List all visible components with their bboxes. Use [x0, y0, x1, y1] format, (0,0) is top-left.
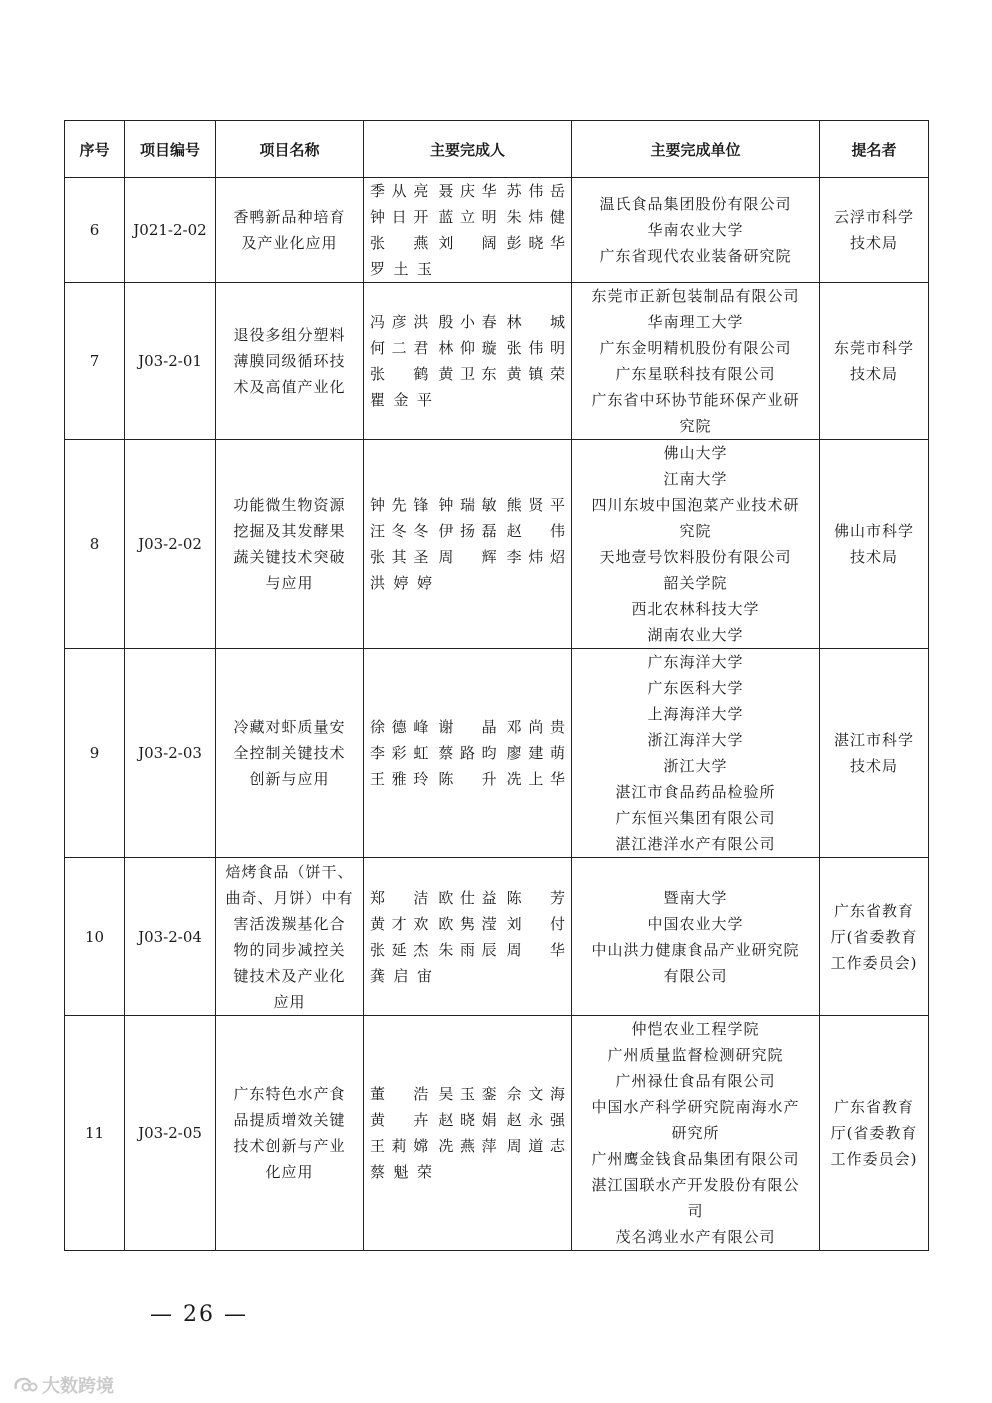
table-row	[65, 283, 929, 440]
unit-line: 司	[687, 1202, 704, 1220]
unit-line: 暨南大学	[663, 888, 728, 907]
table-row	[65, 440, 929, 649]
person-name: 朱雨辰	[438, 940, 497, 959]
person-name: 陈 芳	[506, 888, 565, 907]
unit-line: 上海海洋大学	[647, 705, 744, 723]
cell-no: 9	[65, 649, 125, 858]
person-name: 龚启宙	[370, 966, 432, 985]
cell-code: J03-2-04	[125, 858, 216, 1016]
unit-line: 江南大学	[663, 470, 728, 488]
person-name: 钟瑞敏	[438, 496, 497, 514]
person-name: 李彩虹	[370, 744, 429, 762]
person-name: 周道志	[506, 1137, 565, 1155]
person-name: 熊贤平	[506, 496, 565, 514]
people-line	[370, 518, 565, 544]
header-code: 项目编号	[125, 121, 216, 178]
project-name-line: 物的同步减控关	[233, 940, 346, 959]
person-name: 黄 卉	[370, 1111, 429, 1129]
person-name: 黄卫东	[438, 365, 497, 383]
project-name-line: 功能微生物资源	[233, 496, 346, 514]
cell-people	[364, 649, 572, 858]
people-line	[370, 937, 565, 963]
awards-table	[64, 120, 929, 1251]
person-name: 洪婷婷	[370, 574, 432, 592]
cell-no: 10	[65, 858, 125, 1016]
unit-line: 四川东坡中国泡菜产业技术研	[591, 496, 800, 514]
cell-project-name	[216, 440, 364, 649]
unit-line: 究院	[679, 522, 712, 540]
header-people: 主要完成人	[364, 121, 572, 178]
person-name: 邓尚贵	[506, 718, 565, 736]
cell-units	[572, 1016, 820, 1251]
nominator-line: 技术局	[849, 365, 898, 383]
unit-line: 西北农林科技大学	[631, 600, 760, 618]
nominator-line: 湛江市科学	[833, 731, 914, 749]
people-line	[370, 963, 565, 989]
header-nominator: 提名者	[820, 121, 929, 178]
person-name: 廖建萌	[506, 744, 565, 762]
person-name: 殷小春	[438, 313, 497, 331]
cell-no: 6	[65, 178, 125, 283]
nominator-line: 厅(省委教育	[830, 927, 918, 946]
cell-code: J03-2-03	[125, 649, 216, 858]
unit-line: 韶关学院	[663, 574, 728, 592]
person-name: 彭晓华	[506, 234, 565, 252]
project-name-line: 术及高值产业化	[233, 378, 346, 396]
person-name: 冯彦洪	[370, 313, 429, 331]
people-line	[370, 1081, 565, 1107]
cell-nominator	[820, 858, 929, 1016]
table-header	[65, 121, 929, 178]
nominator-line: 工作委员会)	[830, 953, 918, 972]
unit-line: 广东医科大学	[647, 679, 744, 697]
people-line	[370, 714, 565, 740]
person-name: 林仰璇	[438, 339, 497, 357]
person-name: 董 浩	[370, 1085, 429, 1103]
cell-people	[364, 283, 572, 440]
person-name: 黄镇荣	[506, 365, 565, 383]
people-line	[370, 387, 565, 413]
project-name-line: 挖掘及其发酵果	[233, 522, 346, 540]
person-name: 朱炜健	[506, 208, 565, 226]
nominator-line: 技术局	[849, 548, 898, 566]
person-name: 张伟明	[506, 339, 565, 357]
nominator-line: 技术局	[849, 234, 898, 252]
cell-project-name	[216, 858, 364, 1016]
unit-line: 天地壹号饮料股份有限公司	[599, 548, 792, 566]
table-row	[65, 649, 929, 858]
project-name-line: 应用	[273, 992, 306, 1011]
people-line	[370, 1159, 565, 1185]
unit-line: 湛江市食品药品检验所	[615, 783, 776, 801]
nominator-line: 佛山市科学	[833, 522, 914, 540]
table-row	[65, 1016, 929, 1251]
person-name: 张 鹤	[370, 365, 429, 383]
unit-line: 华南农业大学	[647, 221, 744, 239]
table-row	[65, 178, 929, 283]
cell-code: J03-2-02	[125, 440, 216, 649]
cell-nominator	[820, 649, 929, 858]
project-name-line: 品提质增效关键	[233, 1111, 346, 1129]
people-line	[370, 230, 565, 256]
person-name: 欧隽滢	[438, 914, 497, 933]
project-name-line: 技术创新与产业	[233, 1137, 346, 1155]
people-line	[370, 361, 565, 387]
watermark-text: 大数跨境	[42, 1376, 114, 1397]
person-name: 吴玉銮	[438, 1085, 497, 1103]
project-name-line: 冷藏对虾质量安	[233, 718, 346, 736]
person-name: 蓝立明	[438, 208, 497, 226]
cell-people	[364, 858, 572, 1016]
people-line	[370, 885, 565, 911]
person-name: 聂庆华	[438, 182, 497, 200]
header-no: 序号	[65, 121, 125, 178]
unit-line: 湛江港洋水产有限公司	[615, 835, 776, 853]
person-name: 王莉嫦	[370, 1137, 429, 1155]
person-name: 伊扬磊	[438, 522, 497, 540]
person-name: 季从亮	[370, 182, 429, 200]
unit-line: 湛江国联水产开发股份有限公	[591, 1176, 800, 1194]
cell-no: 7	[65, 283, 125, 440]
person-name: 张其圣	[370, 548, 429, 566]
person-name: 林 城	[506, 313, 565, 331]
unit-line: 中国水产科学研究院南海水产	[591, 1098, 800, 1116]
unit-line: 浙江大学	[663, 757, 728, 775]
person-name: 徐德峰	[370, 718, 429, 736]
project-name-line: 害活泼羰基化合	[233, 914, 346, 933]
nominator-line: 厅(省委教育	[830, 1124, 918, 1142]
unit-line: 广东省现代农业装备研究院	[599, 247, 792, 265]
person-name: 佘文海	[506, 1085, 565, 1103]
unit-line: 究院	[679, 417, 712, 435]
cell-code: J03-2-01	[125, 283, 216, 440]
unit-line: 广东省中环协节能环保产业研	[591, 391, 800, 409]
unit-line: 仲恺农业工程学院	[631, 1020, 760, 1038]
cell-no: 11	[65, 1016, 125, 1251]
person-name: 冼燕萍	[438, 1137, 497, 1155]
project-name-line: 曲奇、月饼）中有	[225, 888, 354, 907]
cell-nominator	[820, 283, 929, 440]
people-line	[370, 178, 565, 204]
cell-nominator	[820, 178, 929, 283]
cell-project-name	[216, 1016, 364, 1251]
unit-line: 广州鹰金钱食品集团有限公司	[591, 1150, 800, 1168]
person-name: 谢 晶	[438, 718, 497, 736]
cell-code: J021-2-02	[125, 178, 216, 283]
unit-line: 广东恒兴集团有限公司	[615, 809, 776, 827]
cell-units	[572, 440, 820, 649]
person-name: 何二君	[370, 339, 429, 357]
person-name: 瞿金平	[370, 391, 432, 409]
people-line	[370, 204, 565, 230]
person-name: 刘 付	[506, 914, 565, 933]
page-number: — 26 —	[150, 1302, 248, 1327]
project-name-line: 退役多组分塑料	[233, 326, 346, 344]
person-name: 蔡魁荣	[370, 1163, 432, 1181]
unit-line: 广东海洋大学	[647, 653, 744, 671]
nominator-line: 云浮市科学	[833, 208, 914, 226]
person-name: 赵 伟	[506, 522, 565, 540]
cell-nominator	[820, 440, 929, 649]
nominator-line: 广东省教育	[833, 901, 914, 920]
cell-units	[572, 649, 820, 858]
project-name-line: 及产业化应用	[241, 234, 338, 252]
person-name: 张 燕	[370, 234, 429, 252]
project-name-line: 全控制关键技术	[233, 744, 346, 762]
cell-units	[572, 858, 820, 1016]
unit-line: 湖南农业大学	[647, 626, 744, 644]
unit-line: 茂名鸿业水产有限公司	[615, 1228, 776, 1246]
person-name: 刘 阔	[438, 234, 497, 252]
person-name: 李炜炤	[506, 548, 565, 566]
person-name: 赵永强	[506, 1111, 565, 1129]
people-line	[370, 256, 565, 282]
people-line	[370, 1133, 565, 1159]
people-line	[370, 570, 565, 596]
person-name: 钟先锋	[370, 496, 429, 514]
people-line	[370, 1107, 565, 1133]
person-name: 欧仕益	[438, 888, 497, 907]
cell-people	[364, 178, 572, 283]
nominator-line: 广东省教育	[833, 1098, 914, 1116]
project-name-line: 薄膜同级循环技	[233, 352, 346, 370]
unit-line: 中山洪力健康食品产业研究院	[591, 940, 800, 959]
unit-line: 温氏食品集团股份有限公司	[599, 195, 792, 213]
person-name: 冼上华	[506, 770, 565, 788]
unit-line: 中国农业大学	[647, 914, 744, 933]
cell-project-name	[216, 283, 364, 440]
person-name: 蔡路昀	[438, 744, 497, 762]
table-body	[65, 178, 929, 1251]
person-name: 汪冬冬	[370, 522, 429, 540]
people-line	[370, 544, 565, 570]
person-name: 赵晓娟	[438, 1111, 497, 1129]
cell-units	[572, 283, 820, 440]
cell-project-name	[216, 649, 364, 858]
project-name-line: 蔬关键技术突破	[233, 548, 346, 566]
project-name-line: 广东特色水产食	[233, 1085, 346, 1103]
person-name: 王雅玲	[370, 770, 429, 788]
project-name-line: 键技术及产业化	[233, 966, 346, 985]
people-line	[370, 911, 565, 937]
unit-line: 佛山大学	[663, 444, 728, 462]
person-name: 周 辉	[438, 548, 497, 566]
unit-line: 研究所	[671, 1124, 720, 1142]
unit-line: 东莞市正新包装制品有限公司	[591, 287, 800, 305]
nominator-line: 技术局	[849, 757, 898, 775]
nominator-line: 东莞市科学	[833, 339, 914, 357]
cell-people	[364, 440, 572, 649]
unit-line: 浙江海洋大学	[647, 731, 744, 749]
unit-line: 广州禄仕食品有限公司	[615, 1072, 776, 1090]
header-project-name: 项目名称	[216, 121, 364, 178]
person-name: 钟日开	[370, 208, 429, 226]
people-line	[370, 309, 565, 335]
unit-line: 广东金明精机股份有限公司	[599, 339, 792, 357]
person-name: 郑 洁	[370, 888, 429, 907]
unit-line: 华南理工大学	[647, 313, 744, 331]
cell-units	[572, 178, 820, 283]
unit-line: 广东星联科技有限公司	[615, 365, 776, 383]
person-name: 周 华	[506, 940, 565, 959]
cell-no: 8	[65, 440, 125, 649]
people-line	[370, 766, 565, 792]
watermark	[12, 1372, 114, 1398]
people-line	[370, 740, 565, 766]
header-units: 主要完成单位	[572, 121, 820, 178]
header-row	[65, 121, 929, 178]
people-line	[370, 335, 565, 361]
person-name: 罗土玉	[370, 260, 432, 278]
person-name: 苏伟岳	[506, 182, 565, 200]
project-name-line: 与应用	[265, 574, 314, 592]
cell-code: J03-2-05	[125, 1016, 216, 1251]
unit-line: 有限公司	[663, 966, 728, 985]
nominator-line: 工作委员会)	[830, 1150, 918, 1168]
person-name: 黄才欢	[370, 914, 429, 933]
project-name-line: 化应用	[265, 1163, 314, 1181]
people-line	[370, 492, 565, 518]
cell-project-name	[216, 178, 364, 283]
cell-nominator	[820, 1016, 929, 1251]
cell-people	[364, 1016, 572, 1251]
person-name: 张延杰	[370, 940, 429, 959]
project-name-line: 香鸭新品种培育	[233, 208, 346, 226]
table-row	[65, 858, 929, 1016]
person-name: 陈 升	[438, 770, 497, 788]
project-name-line: 焙烤食品（饼干、	[225, 862, 354, 881]
project-name-line: 创新与应用	[249, 770, 330, 788]
unit-line: 广州质量监督检测研究院	[607, 1046, 784, 1064]
brand-logo-icon	[12, 1375, 38, 1395]
